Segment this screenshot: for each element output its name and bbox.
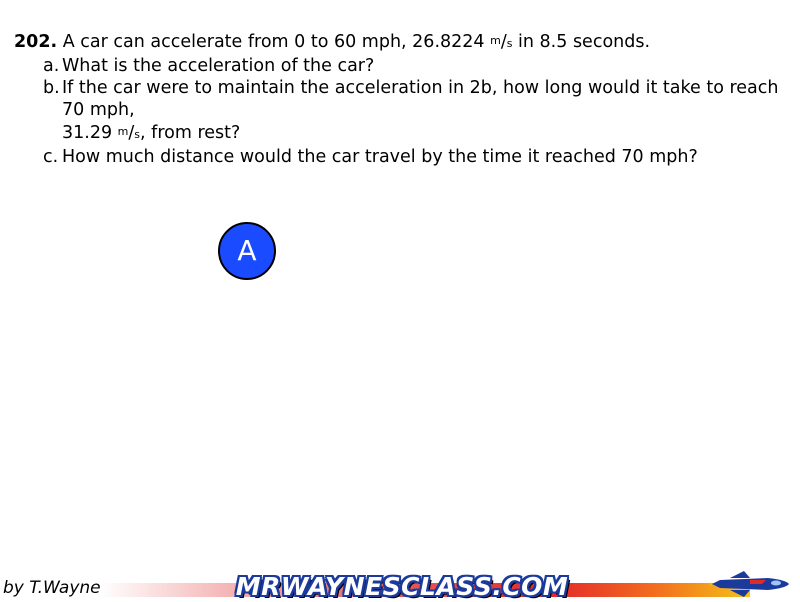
problem-202 bbox=[14, 30, 794, 168]
problem-intro: A car can accelerate from 0 to 60 mph, 26.8224 bbox=[57, 32, 491, 52]
part-c bbox=[14, 146, 794, 168]
site-logo: MRWAYNESCLASS.COM bbox=[235, 572, 569, 601]
part-a bbox=[14, 55, 794, 77]
unit-mps: m/s bbox=[490, 32, 513, 52]
answer-a-button[interactable]: A bbox=[218, 222, 276, 280]
problem-number: 202. bbox=[14, 32, 58, 52]
part-b-letter: b. bbox=[43, 78, 60, 98]
part-b-continuation: 31.29 m/s, from rest? bbox=[62, 123, 241, 143]
part-b-text: If the car were to maintain the acceleration in 2b, how long would it take to reach 70 mph, bbox=[62, 78, 779, 120]
rocket-icon bbox=[710, 570, 790, 598]
problem-statement bbox=[14, 30, 794, 55]
unit-mps: m/s bbox=[117, 123, 141, 143]
part-a-letter: a. bbox=[43, 56, 60, 76]
part-a-text: What is the acceleration of the car? bbox=[62, 56, 375, 76]
problem-intro-end: in 8.5 seconds. bbox=[512, 32, 651, 52]
part-c-text: How much distance would the car travel by the time it reached 70 mph? bbox=[62, 147, 698, 167]
part-c-letter: c. bbox=[43, 147, 59, 167]
footer-author: by T.Wayne bbox=[3, 578, 101, 598]
part-b bbox=[14, 77, 794, 146]
